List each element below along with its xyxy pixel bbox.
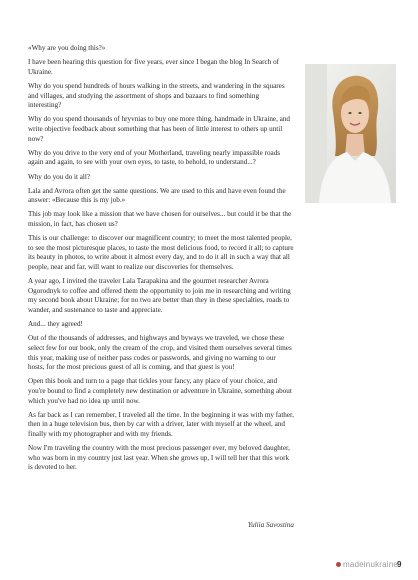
author-signature: Yuliia Savostina xyxy=(247,521,294,529)
paragraph: Open this book and turn to a page that tickles your fancy, any place of your choice, and you're bound to find a completely new destination or adventure in Ukraine, something about which you've had no idea up until now. xyxy=(28,377,292,405)
paragraph: And... they agreed! xyxy=(28,320,83,329)
paragraph: This is our challenge: to discover our magnificent country; to meet the most talented people, to see the most picturesque places, to taste the most delicious food, to record it all; to capture its beauty in photos, to write about it almost every day, and to do it all in such a way that all people, near and far, will want to realize our discoveries for themselves. xyxy=(28,234,294,272)
footer-brand xyxy=(336,560,398,569)
author-photo xyxy=(305,64,396,203)
paragraph: Why do you do it all? xyxy=(28,172,91,181)
paragraph: I have been hearing this question for five years, ever since I began the blog In Search of Ukraine. xyxy=(28,58,280,76)
page-number: 9 xyxy=(397,560,402,569)
paragraph: As far back as I can remember, I traveled all the time. In the beginning it was with my father, then in a huge television bus, then by car with a driver, later with myself at the wheel, and finally with my photographer and with my friends. xyxy=(28,410,294,438)
article-body xyxy=(28,44,294,477)
paragraph: A year ago, I invited the traveler Lala Tarapakina and the gourmet researcher Avrora Ogorodnyk to coffee and offered them the opportunity to join me in researching and writing my second book about Ukraine; for no two are better than they in these specialties, roads to wander, and sustenance to taste and appreciate. xyxy=(28,277,291,314)
brand-dot-icon xyxy=(336,562,341,567)
paragraph: Now I'm traveling the country with the most precious passenger ever, my beloved daughter, who was born in my country just last year. When she grows up, I will tell her that this work is devoted to her. xyxy=(28,444,290,472)
paragraph: «Why are you doing this?» xyxy=(28,44,106,52)
paragraph: Out of the thousands of addresses, and highways and byways we traveled, we chose these select few for our book, only the cream of the crop, and visited them ourselves several times this year, making use of neither pass codes or passwords, and giving no warning to our hosts, for the most precious guest of all is coming, and that guest is you! xyxy=(28,334,292,372)
paragraph: Why do you spend hundreds of hours walking in the streets, and wandering in the squares and villages, and studying the assortment of shops and bazaars to find something interesting? xyxy=(28,81,285,110)
paragraph: Why do you spend thousands of hryvnias to buy one more thing, handmade in Ukraine, and write objective feedback about something that has been of little interest to others up until now? xyxy=(28,115,290,143)
paragraph: Why do you drive to the very end of your Motherland, traveling nearly impassible roads again and again, to see with your own eyes, to taste, to behold, to understand...? xyxy=(28,148,281,167)
paragraph: Lala and Avrora often get the same questions. We are used to this and have even found the answer: «Because this is my job.» xyxy=(28,186,286,205)
brand-name: madeinukraine xyxy=(343,560,399,569)
author-portrait-image xyxy=(305,64,396,203)
paragraph: This job may look like a mission that we have chosen for ourselves... but could it be that the mission, in fact, has chosen us? xyxy=(28,210,292,229)
